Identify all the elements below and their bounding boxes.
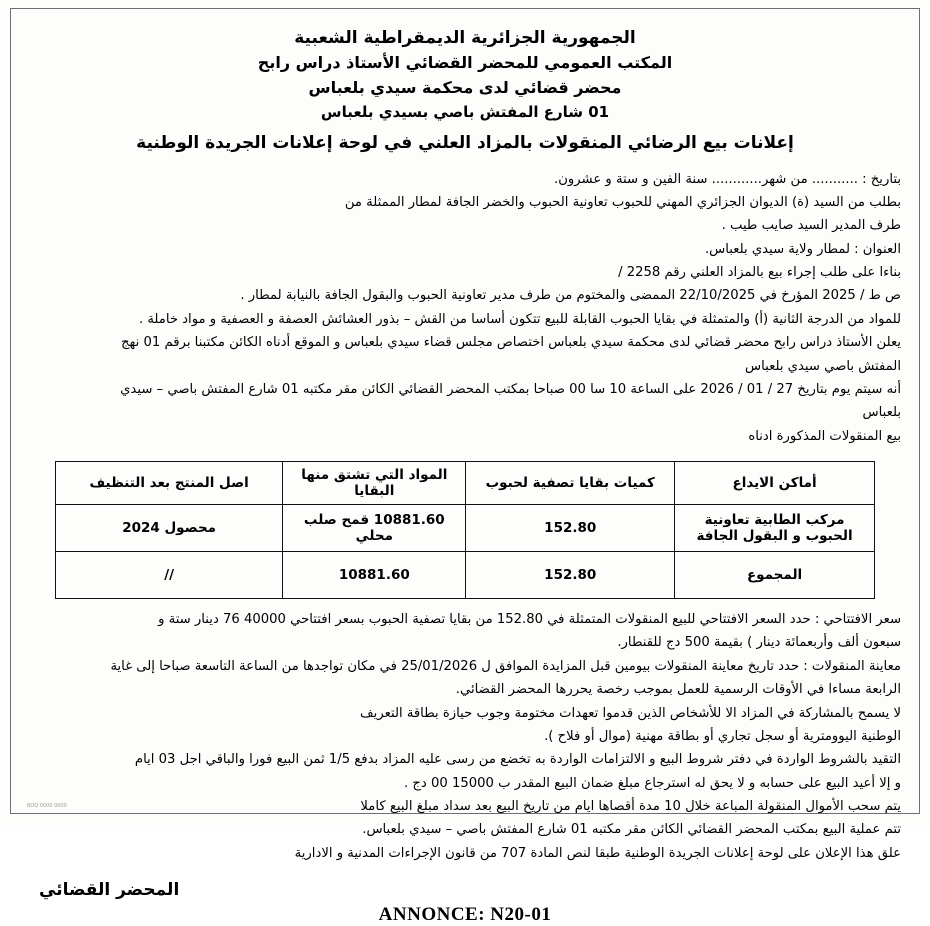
body-paragraph-3: العنوان : لمطار ولاية سيدي بلعباس. xyxy=(704,241,901,257)
body-paragraph-11: بيع المنقولات المذكورة ادناه xyxy=(748,428,901,444)
header-line-office: المكتب العمومي للمحضر القضائي الأستاذ دراس رابح xyxy=(257,53,673,73)
table-cell-material: 10881.60 قمح صلب محلي xyxy=(283,505,466,552)
table-header-row xyxy=(56,462,875,505)
table-header-quantity: كميات بقايا تصفية لحبوب xyxy=(466,462,675,505)
body-paragraph-10: بلعباس xyxy=(862,405,901,421)
document-border-frame xyxy=(10,8,920,926)
condition-withdrawal: يتم سحب الأموال المنقولة المباعة خلال 10 مدة أقصاها ايام من تاريخ البيع بعد سداد مبلغ البيع كاملا xyxy=(360,799,901,815)
auction-conditions xyxy=(29,609,901,864)
condition-inspection-1: معاينة المنقولات : حدد تاريخ معاينة المنقولات بيومين قبل المزايدة الموافق ل 25/01/2026 في مكان تواجدها من الساعة التاسعة صباحا إلى غاية xyxy=(110,658,901,674)
body-paragraph-4: بناءا على طلب إجراء بيع بالمزاد العلني رقم 2258 / xyxy=(618,265,901,281)
condition-legal-notice: علق هذا الإعلان على لوحة إعلانات الجريدة الوطنية طبقا لنص المادة 707 من قانون الإجراءات المدنية و الادارية xyxy=(294,845,901,861)
document-body xyxy=(29,169,901,448)
condition-participation-2: الوطنية اليوومترية أو سجل تجاري أو بطاقة مهنية (موال أو فلاح ). xyxy=(544,728,901,744)
table-header-place: أماكن الايداع xyxy=(675,462,875,505)
condition-opening-price-1: سعر الافتتاحي : حدد السعر الافتتاحي للبيع المنقولات المتمثلة في 152.80 من بقايا تصفية الحبوب بسعر افتتاحي 40000 76 دينار ستة و xyxy=(158,612,901,628)
table-cell-place: مركب الطابية تعاونية الحبوب و البقول الجافة xyxy=(675,505,875,552)
header-line-republic: الجمهورية الجزائرية الديمقراطية الشعبية xyxy=(294,28,636,48)
header-line-address: 01 شارع المفتش باصي بسيدي بلعباس xyxy=(320,102,610,121)
body-paragraph-1: بطلب من السيد (ة) الديوان الجزائري المهني للحبوب تعاونية الحبوب والخضر الجافة لمطار الممثلة من xyxy=(344,194,901,210)
body-paragraph-9: أنه سيتم يوم بتاريخ 27 / 01 / 2026 على الساعة 10 سا 00 صباحا بمكتب المحضر القضائي الكائن مقر مكتبه 01 شارع المفتش باصي – سيدي xyxy=(120,381,901,397)
signature-line: المحضر القضائي xyxy=(39,880,180,901)
body-paragraph-8: المفتش باصي سيدي بلعباس xyxy=(745,358,901,374)
condition-participation-1: لا يسمح بالمشاركة في المزاد الا للأشخاص الذين قدموا تعهدات مختومة وجوب حيازة بطاقة التعريف xyxy=(360,705,901,721)
table-cell-quantity: 152.80 xyxy=(466,505,675,552)
table-row xyxy=(56,505,875,552)
condition-payment-2: و إلا أعيد البيع على حسابه و لا يحق له استرجاع مبلغ ضمان البيع المقدر ب 15000 00 دج . xyxy=(404,775,901,791)
table-cell-total-material: 10881.60 xyxy=(283,552,466,599)
goods-table xyxy=(55,461,875,599)
body-paragraph-6: للمواد من الدرجة الثانية (أ) والمتمثلة في بقايا الحبوب القابلة للبيع تتكون أساسا من القش – بذور العشائش العصفة و العصفية و مواد خاملة . xyxy=(138,311,901,327)
annonce-number: ANNONCE: N20-01 xyxy=(378,904,552,926)
condition-opening-price-2: سبعون ألف وأربعمائة دينار ) بقيمة 500 دج للقنطار. xyxy=(617,635,901,651)
table-cell-total-quantity: 152.80 xyxy=(466,552,675,599)
header-line-title: إعلانات بيع الرضائي المنقولات بالمزاد العلني في لوحة إعلانات الجريدة الوطنية xyxy=(136,133,794,154)
body-paragraph-5: ص ط / 2025 المؤرخ في 22/10/2025 الممضى والمختوم من طرف مدير تعاونية الحبوب والبقول الجافة بالنيابة لمطار . xyxy=(240,288,901,304)
body-paragraph-7: يعلن الأستاذ دراس رابح محضر قضائي لدى محكمة سيدي بلعباس اختصاص مجلس قضاء سيدي بلعباس و الموقع أدناه الكائن مكتبنا برقم 01 نهج xyxy=(121,335,901,351)
table-cell-total-label: المجموع xyxy=(675,552,875,599)
corner-watermark: BOQ 0000 0000 xyxy=(27,803,67,809)
condition-payment-1: التقيد بالشروط الواردة في دفتر شروط البيع و الالتزامات الواردة به تخضع من رسى عليه المزاد بدفع 1/5 ثمن البيع فورا والباقي اجل 03 ايام xyxy=(134,752,901,768)
body-paragraph-2: طرف المدير السيد صايب طيب . xyxy=(721,218,901,234)
body-date-line: بتاريخ : ........... من شهر............ سنة الفين و ستة و عشرون. xyxy=(554,171,901,187)
table-cell-origin: محصول 2024 xyxy=(56,505,283,552)
table-cell-total-origin: // xyxy=(56,552,283,599)
condition-location: تتم عملية البيع بمكتب المحضر القضائي الكائن مقر مكتبه 01 شارع المفتش باصي – سيدي بلعباس. xyxy=(362,822,901,838)
document-header xyxy=(29,25,901,157)
condition-inspection-2: الرابعة مساءا في الأوقات الرسمية للعمل بموجب رخصة يحررها المحضر القضائي. xyxy=(455,682,901,698)
table-header-origin: اصل المنتج بعد التنظيف xyxy=(56,462,283,505)
table-header-material: المواد التي تشتق منها البقايا xyxy=(283,462,466,505)
header-line-court: محضر قضائي لدى محكمة سيدي بلعباس xyxy=(308,78,622,98)
table-row xyxy=(56,552,875,599)
